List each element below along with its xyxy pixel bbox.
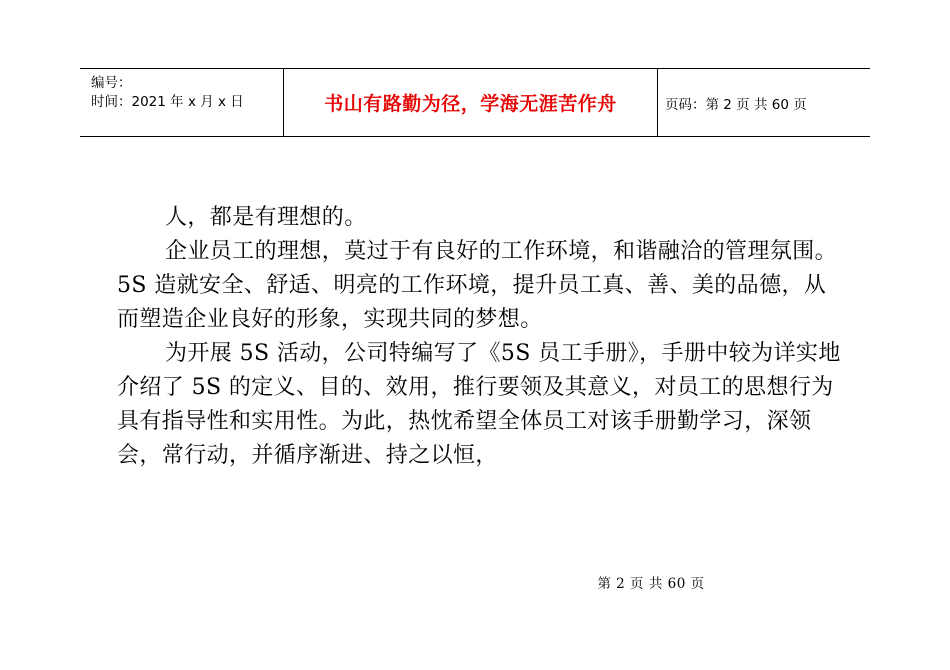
paragraph: 人，都是有理想的。: [165, 205, 367, 230]
footer-page-label: 第 2 页 共 60 页: [597, 576, 705, 592]
footer-page-number: [0, 572, 950, 592]
document-body: [117, 201, 847, 473]
paragraph: 为开展 5S 活动，公司特编写了《5S 员工手册》，手册中较为详实地介绍了 5S 的定义、目的、效用，推行要领及其意义，对员工的思想行为具有指导性和实用性。为此，热忱希望全体员工对该手册勤学习，深领会，常行动，并循序渐进、持之以恒，: [117, 341, 841, 468]
document-number-label: 编号：: [91, 75, 132, 91]
header-meta: [80, 69, 283, 136]
document-date: 时间：2021 年 x 月 x 日: [91, 94, 244, 110]
header-motto: 书山有路勤为径，学海无涯苦作舟: [283, 69, 658, 136]
document-header: [80, 68, 870, 137]
header-page-info: 页码：第 2 页 共 60 页: [665, 96, 807, 113]
paragraph: 企业员工的理想，莫过于有良好的工作环境，和谐融洽的管理氛围。5S 造就安全、舒适、明亮的工作环境，提升员工真、善、美的品德，从而塑造企业良好的形象，实现共同的梦想。: [117, 239, 838, 332]
